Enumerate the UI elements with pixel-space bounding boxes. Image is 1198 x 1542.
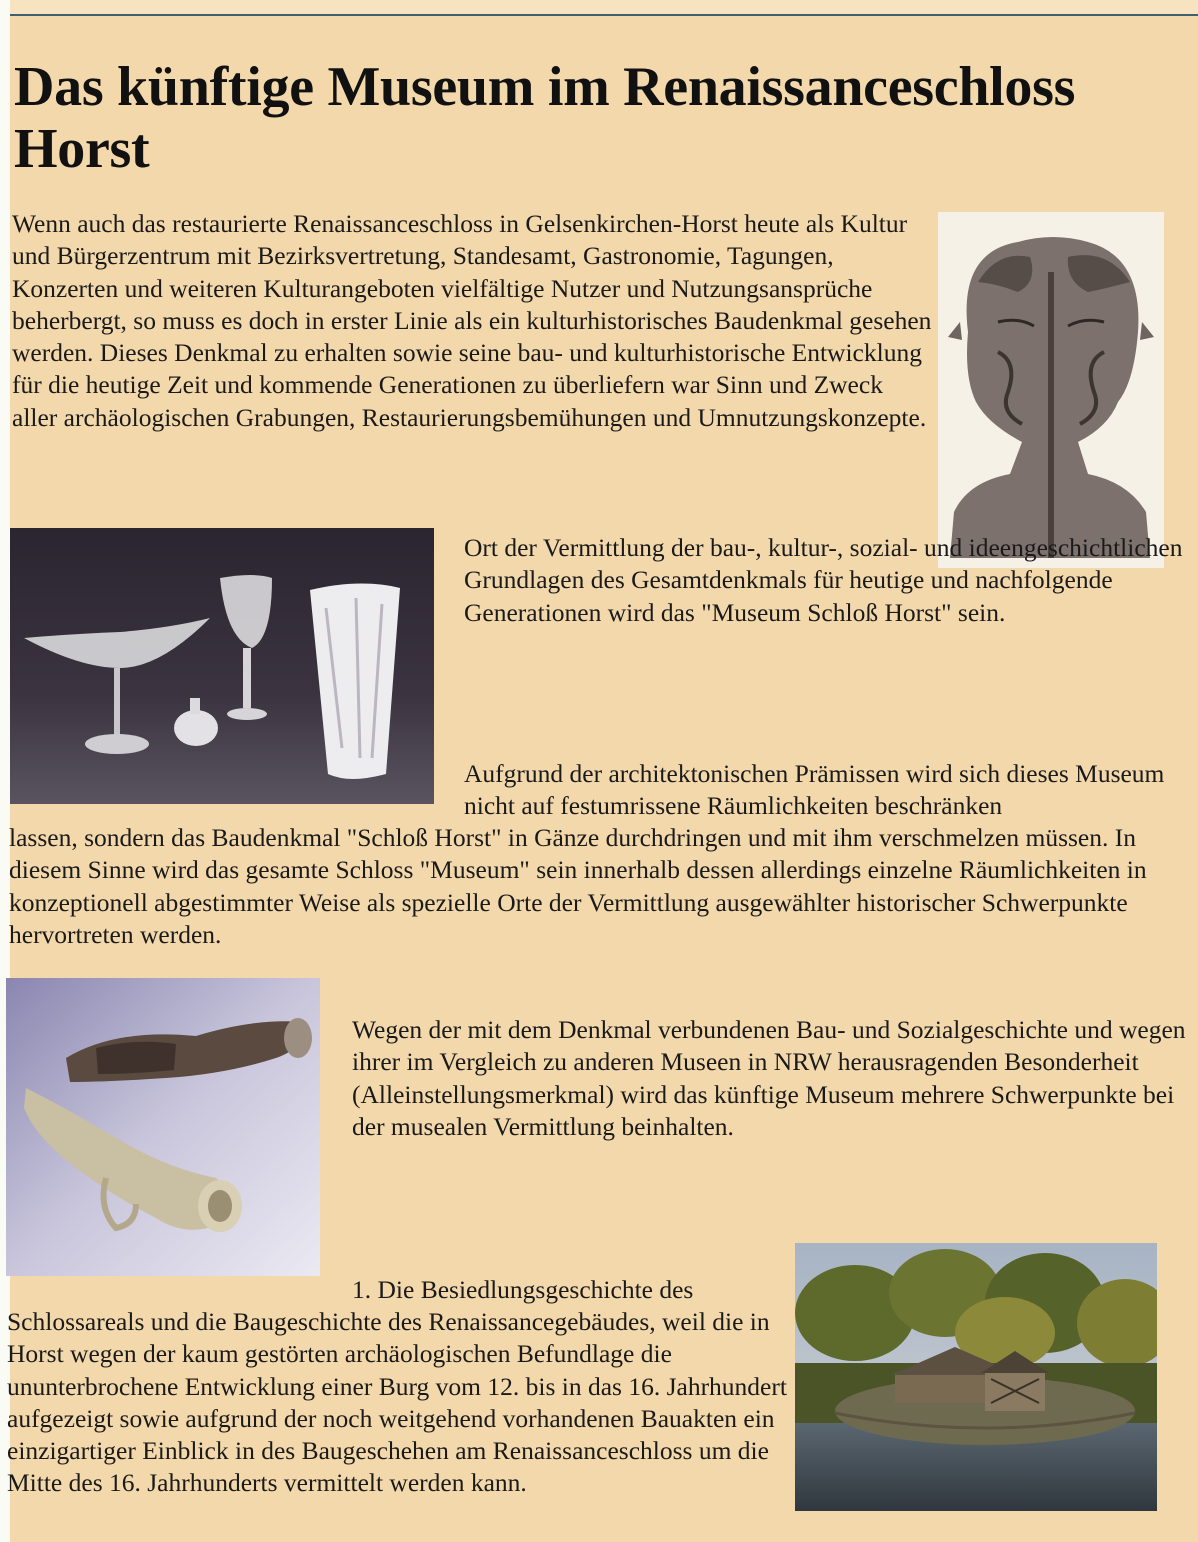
page-title: Das künftige Museum im Renaissanceschloss Horst	[14, 56, 1076, 180]
janus-head-sculpture-photo	[938, 212, 1164, 568]
punkt1-paragraph-rest: Schlossareals und die Baugeschichte des Renaissancegebäudes, weil die in Horst wegen der kaum gestörten archäologischen Befundlage die ununterbrochene Entwicklung einer Burg vom 12. bis in das 16. Jahrhundert aufgezeigt sowie aufgrund der noch weitgehend vorhandenen Bauakten ein einzigartiger Einblick in des Baugeschehen am Renaissanceschloss um die Mitte des 16. Jahrhunderts vermittelt werden kann.	[7, 1307, 787, 1498]
schwerpunkte-paragraph: Wegen der mit dem Denkmal verbundenen Bau- und Sozialgeschichte und wegen ihrer im Vergleich zu anderen Museen in NRW herausragenden Besonderheit (Alleinstellungsmerkmal) wird das künftige Museum mehrere Schwerpunkte bei der musealen Vermittlung beinhalten.	[352, 1015, 1186, 1141]
renaissance-glassware-photo	[10, 528, 434, 804]
praemissen-paragraph-rest: lassen, sondern das Baudenkmal "Schloß Horst" in Gänze durchdringen und mit ihm verschmelzen müssen. In diesem Sinne wird das gesamte Schloss "Museum" sein innerhalb dessen allerdings einzelne Räumlichkeiten in konzeptionell abgestimmter Weise als spezielle Orte der Vermittlung ausgewählter historischer Schwerpunkte hervortreten werden.	[9, 823, 1147, 949]
punkt1-paragraph-start: 1. Die Besiedlungsgeschichte des	[352, 1275, 694, 1304]
medieval-castle-reconstruction-image	[795, 1243, 1157, 1511]
praemissen-paragraph-start: Aufgrund der architektonischen Prämissen wird sich dieses Museum nicht auf festumrissene Räumlichkeiten beschränken	[464, 759, 1165, 821]
ceramic-bottles-photo	[6, 978, 320, 1276]
top-rule	[10, 0, 1198, 16]
intro-paragraph: Wenn auch das restaurierte Renaissanceschloss in Gelsenkirchen-Horst heute als Kultur und Bürgerzentrum mit Bezirksvertretung, Standesamt, Gastronomie, Tagungen, Konzerten und weiteren Kulturangeboten vielfältige Nutzer und Nutzungsansprüche beherbergt, so muss es doch in erster Linie als ein kulturhistorisches Baudenkmal gesehen werden. Dieses Denkmal zu erhalten sowie seine bau- und kulturhistorische Entwicklung für die heutige Zeit und kommende Generationen zu überliefern war Sinn und Zweck aller archäologischen Grabungen, Restaurierungsbemühungen und Umnutzungskonzepte.	[12, 209, 932, 432]
vermittlung-paragraph: Ort der Vermittlung der bau-, kultur-, sozial- und ideengeschichtlichen Grundlagen des Gesamtdenkmals für heutige und nachfolgende Generationen wird das "Museum Schloß Horst" sein.	[464, 533, 1183, 627]
